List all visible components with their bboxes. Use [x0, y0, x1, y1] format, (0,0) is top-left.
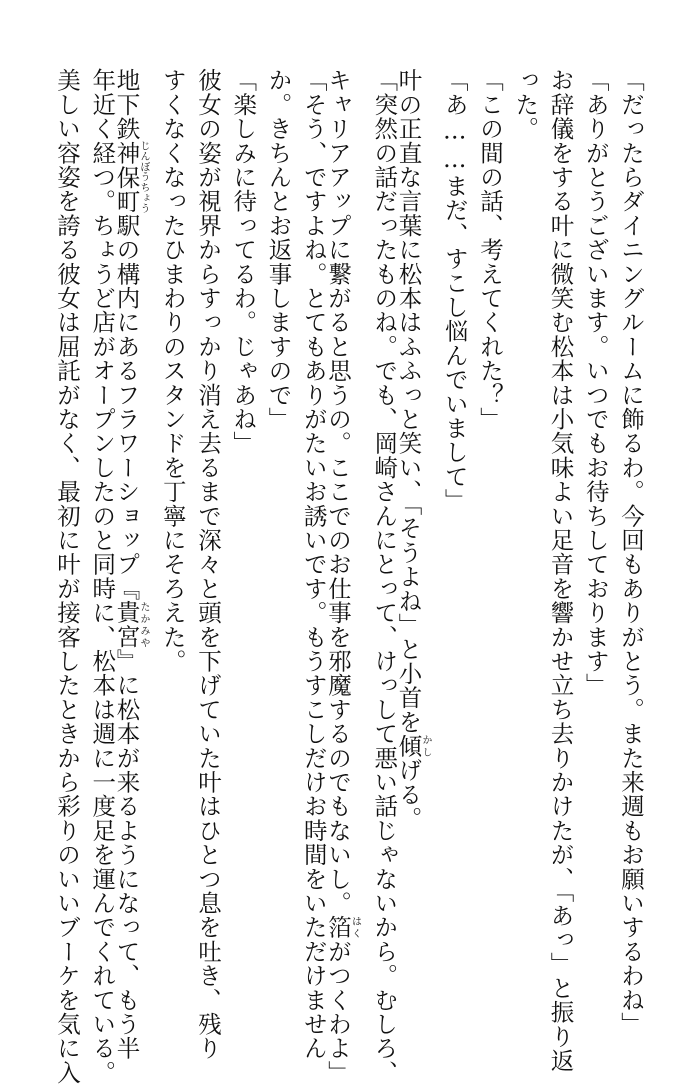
text-column-1: 「だったらダイニングルームに飾るわ。今回もありがとう。また来週もお願いするわね」 [617, 68, 645, 1036]
column-15-segment-2: 駅の構内にあるフラワーショップ『 [112, 213, 141, 601]
text-column-9 [324, 68, 361, 1084]
text-column-2: 「ありがとうございます。いつでもお待ちしております」 [581, 68, 610, 698]
text-column-16: 年近く経つ。ちょうど店がオープンしたのと同時に、松本は週に一度足を運んでくれている。 [88, 68, 117, 1084]
ruby-haku [324, 915, 361, 940]
text-column-3: お辞儀をする叶に微笑む松本は小気味よい足音を響かせ立ち去りかけたが、「あっ」と振り返 [546, 68, 575, 1073]
column-9-segment-1: キャリアアップに繋がると思うの。ここでのお仕事を邪魔するのでもないし。 [324, 68, 352, 915]
text-column-5: 「この間の話、考えてくれた？」 [476, 68, 504, 431]
text-column-8: 「突然の話だったものね。でも、岡崎さんにとって、けっして悪い話じゃないから。むしろ、 [370, 68, 399, 1084]
ruby-jinbocho [112, 140, 149, 214]
ruby-jinbocho-base: 神保町 [112, 140, 141, 214]
column-7-segment-1: 叶の正直な言葉に松本はふふっと笑い、「そうよね」と小首を [394, 68, 423, 734]
text-column-4: った。 [511, 68, 540, 141]
ruby-takamiya-base: 貴宮 [112, 600, 141, 649]
ruby-katashi-base: 傾 [394, 733, 423, 759]
text-column-14: すくなくなったひまわりのスタンドを丁寧にそろえた。 [158, 68, 187, 673]
ruby-haku-reading: はく [349, 915, 361, 940]
ruby-katashi-reading: かし [420, 733, 431, 759]
text-column-13: 彼女の姿が視界からすっかり消え去るまで深々と頭を下げていた叶はひとつ息を吐き、残り [194, 68, 222, 1061]
text-column-6: 「あ……まだ、すこし悩んでいまして」 [440, 68, 469, 513]
ruby-haku-base: 箔 [324, 915, 352, 940]
text-column-7 [394, 68, 431, 968]
column-15-segment-1: 地下鉄 [112, 68, 141, 141]
column-7-segment-2: げる。 [394, 758, 423, 831]
vertical-text-body [52, 68, 645, 1084]
ruby-katashi [394, 733, 431, 759]
ruby-takamiya [112, 600, 149, 649]
text-column-11: か。きちんとお返事しますので」 [264, 68, 293, 431]
column-9-segment-2: がつくわよ」 [324, 939, 352, 1084]
text-column-10: 「そう、ですよね。とてもありがたいお誘いです。もうすこしだけお時間をいただけません [299, 68, 328, 1061]
column-15-segment-3: 』に松本が来るようになって、もう半 [112, 648, 141, 1061]
text-column-12: 「楽しみに待ってるわ。じゃあね」 [229, 68, 258, 456]
ruby-takamiya-reading: たかみや [138, 600, 149, 649]
text-column-15 [112, 68, 149, 1061]
text-column-17: 美しい容姿を誇る彼女は屈託がなく、最初に叶が接客したときから彩りのいいブーケを気に入 [53, 68, 81, 1084]
ruby-jinbocho-reading: じんぼうちょう [138, 140, 149, 214]
